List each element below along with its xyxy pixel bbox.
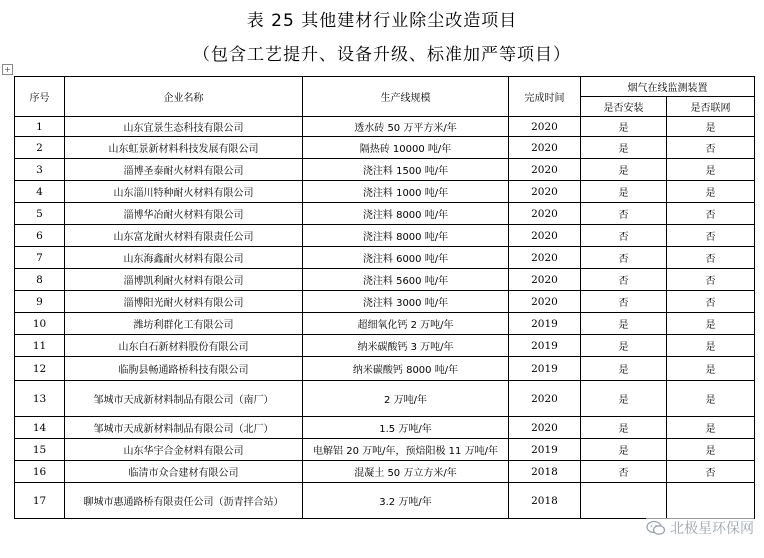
cell-networked: 否 — [667, 203, 755, 225]
table-row — [15, 291, 755, 313]
table-row — [15, 357, 755, 381]
cell-networked: 否 — [667, 461, 755, 483]
cell-company: 邹城市天成新材料制品有限公司（南厂） — [65, 381, 303, 417]
cell-networked: 是 — [667, 313, 755, 335]
table-row — [15, 159, 755, 181]
cell-index: 17 — [15, 483, 65, 519]
watermark — [646, 518, 754, 538]
cell-installed: 否 — [581, 291, 667, 313]
cell-networked: 是 — [667, 357, 755, 381]
header-scale: 生产线规模 — [303, 77, 509, 117]
cell-year: 2020 — [509, 269, 581, 291]
cell-scale: 混凝土 50 万立方米/年 — [303, 461, 509, 483]
cell-year: 2019 — [509, 439, 581, 461]
cell-scale: 浇注料 8000 吨/年 — [303, 203, 509, 225]
cell-scale: 2 万吨/年 — [303, 381, 509, 417]
cell-scale: 3.2 万吨/年 — [303, 483, 509, 519]
cell-scale: 浇注料 6000 吨/年 — [303, 247, 509, 269]
project-table — [14, 76, 755, 519]
cell-index: 5 — [15, 203, 65, 225]
cell-company: 山东淄川特种耐火材料有限公司 — [65, 181, 303, 203]
cell-index: 6 — [15, 225, 65, 247]
table-row — [15, 203, 755, 225]
table-row — [15, 117, 755, 137]
cell-index: 16 — [15, 461, 65, 483]
cell-scale: 超细氧化钙 2 万吨/年 — [303, 313, 509, 335]
cell-year: 2020 — [509, 203, 581, 225]
cell-index: 15 — [15, 439, 65, 461]
cell-company: 山东宜景生态科技有限公司 — [65, 117, 303, 137]
cell-networked: 否 — [667, 137, 755, 159]
cell-installed: 是 — [581, 335, 667, 357]
header-index: 序号 — [15, 77, 65, 117]
cell-scale: 电解铝 20 万吨/年，预焙阳极 11 万吨/年 — [303, 439, 509, 461]
cell-networked: 否 — [667, 247, 755, 269]
cell-installed: 否 — [581, 269, 667, 291]
header-company: 企业名称 — [65, 77, 303, 117]
cell-index: 3 — [15, 159, 65, 181]
cell-company: 淄博阳光耐火材料有限公司 — [65, 291, 303, 313]
cell-scale: 透水砖 50 万平方米/年 — [303, 117, 509, 137]
header-completion: 完成时间 — [509, 77, 581, 117]
cell-installed: 是 — [581, 181, 667, 203]
table-row — [15, 461, 755, 483]
cell-installed: 否 — [581, 461, 667, 483]
cell-year: 2020 — [509, 381, 581, 417]
header-monitor-group: 烟气在线监测装置 — [581, 77, 755, 97]
cell-year: 2020 — [509, 181, 581, 203]
cell-installed — [581, 483, 667, 519]
table-move-handle-icon[interactable]: + — [2, 64, 13, 75]
table-row — [15, 417, 755, 439]
cell-scale: 1.5 万吨/年 — [303, 417, 509, 439]
cell-installed: 是 — [581, 137, 667, 159]
cell-index: 8 — [15, 269, 65, 291]
wechat-icon — [646, 520, 666, 536]
cell-scale: 浇注料 5600 吨/年 — [303, 269, 509, 291]
cell-networked: 否 — [667, 291, 755, 313]
cell-scale: 纳米碳酸钙 3 万吨/年 — [303, 335, 509, 357]
cell-installed: 否 — [581, 203, 667, 225]
table-row — [15, 439, 755, 461]
table-row — [15, 483, 755, 519]
cell-index: 7 — [15, 247, 65, 269]
cell-installed: 是 — [581, 159, 667, 181]
cell-networked: 是 — [667, 439, 755, 461]
cell-index: 2 — [15, 137, 65, 159]
cell-networked: 是 — [667, 159, 755, 181]
cell-index: 12 — [15, 357, 65, 381]
cell-installed: 否 — [581, 247, 667, 269]
cell-company: 淄博华冶耐火材料有限公司 — [65, 203, 303, 225]
cell-scale: 浇注料 1000 吨/年 — [303, 181, 509, 203]
cell-index: 14 — [15, 417, 65, 439]
cell-networked: 是 — [667, 117, 755, 137]
cell-index: 1 — [15, 117, 65, 137]
cell-year: 2020 — [509, 247, 581, 269]
cell-installed: 是 — [581, 381, 667, 417]
cell-company: 山东富龙耐火材料有限责任公司 — [65, 225, 303, 247]
cell-networked: 是 — [667, 417, 755, 439]
header-networked: 是否联网 — [667, 97, 755, 117]
cell-year: 2019 — [509, 335, 581, 357]
table-row — [15, 269, 755, 291]
cell-year: 2020 — [509, 117, 581, 137]
table-title: 表 25 其他建材行业除尘改造项目 — [246, 11, 518, 31]
cell-index: 4 — [15, 181, 65, 203]
cell-installed: 否 — [581, 225, 667, 247]
cell-index: 10 — [15, 313, 65, 335]
table-body — [15, 117, 755, 519]
cell-index: 11 — [15, 335, 65, 357]
cell-installed: 是 — [581, 117, 667, 137]
cell-scale: 纳米碳酸钙 8000 吨/年 — [303, 357, 509, 381]
table-row — [15, 225, 755, 247]
cell-index: 13 — [15, 381, 65, 417]
cell-year: 2018 — [509, 461, 581, 483]
cell-company: 山东白石新材料股份有限公司 — [65, 335, 303, 357]
cell-year: 2019 — [509, 357, 581, 381]
cell-year: 2020 — [509, 417, 581, 439]
cell-year: 2020 — [509, 159, 581, 181]
cell-scale: 隔热砖 10000 吨/年 — [303, 137, 509, 159]
cell-company: 临朐县畅通路桥科技有限公司 — [65, 357, 303, 381]
cell-company: 临清市众合建材有限公司 — [65, 461, 303, 483]
cell-networked: 是 — [667, 181, 755, 203]
cell-company: 山东海鑫耐火材料有限公司 — [65, 247, 303, 269]
cell-installed: 是 — [581, 417, 667, 439]
cell-company: 山东虹景新材料科技发展有限公司 — [65, 137, 303, 159]
cell-company: 淄博凯利耐火材料有限公司 — [65, 269, 303, 291]
cell-scale: 浇注料 8000 吨/年 — [303, 225, 509, 247]
table-row — [15, 335, 755, 357]
table-row — [15, 381, 755, 417]
cell-installed: 是 — [581, 313, 667, 335]
cell-year: 2020 — [509, 291, 581, 313]
cell-networked: 是 — [667, 335, 755, 357]
cell-company: 邹城市天成新材料制品有限公司（北厂） — [65, 417, 303, 439]
cell-company: 山东华宇合金材料有限公司 — [65, 439, 303, 461]
table-row — [15, 313, 755, 335]
cell-company: 淄博圣泰耐火材料有限公司 — [65, 159, 303, 181]
cell-scale: 浇注料 1500 吨/年 — [303, 159, 509, 181]
watermark-text: 北极星环保网 — [670, 521, 754, 537]
cell-year: 2018 — [509, 483, 581, 519]
cell-index: 9 — [15, 291, 65, 313]
cell-networked: 否 — [667, 269, 755, 291]
table-row — [15, 137, 755, 159]
cell-year: 2020 — [509, 137, 581, 159]
cell-scale: 浇注料 3000 吨/年 — [303, 291, 509, 313]
cell-year: 2020 — [509, 225, 581, 247]
cell-company: 潍坊利群化工有限公司 — [65, 313, 303, 335]
cell-year: 2019 — [509, 313, 581, 335]
cell-installed: 是 — [581, 439, 667, 461]
table-subtitle: （包含工艺提升、设备升级、标准加严等项目） — [193, 45, 571, 65]
table-row — [15, 181, 755, 203]
cell-networked: 是 — [667, 381, 755, 417]
cell-networked — [667, 483, 755, 519]
cell-company: 聊城市惠通路桥有限责任公司（沥青拌合站） — [65, 483, 303, 519]
table-row — [15, 247, 755, 269]
cell-installed: 是 — [581, 357, 667, 381]
header-installed: 是否安装 — [581, 97, 667, 117]
cell-networked: 否 — [667, 225, 755, 247]
